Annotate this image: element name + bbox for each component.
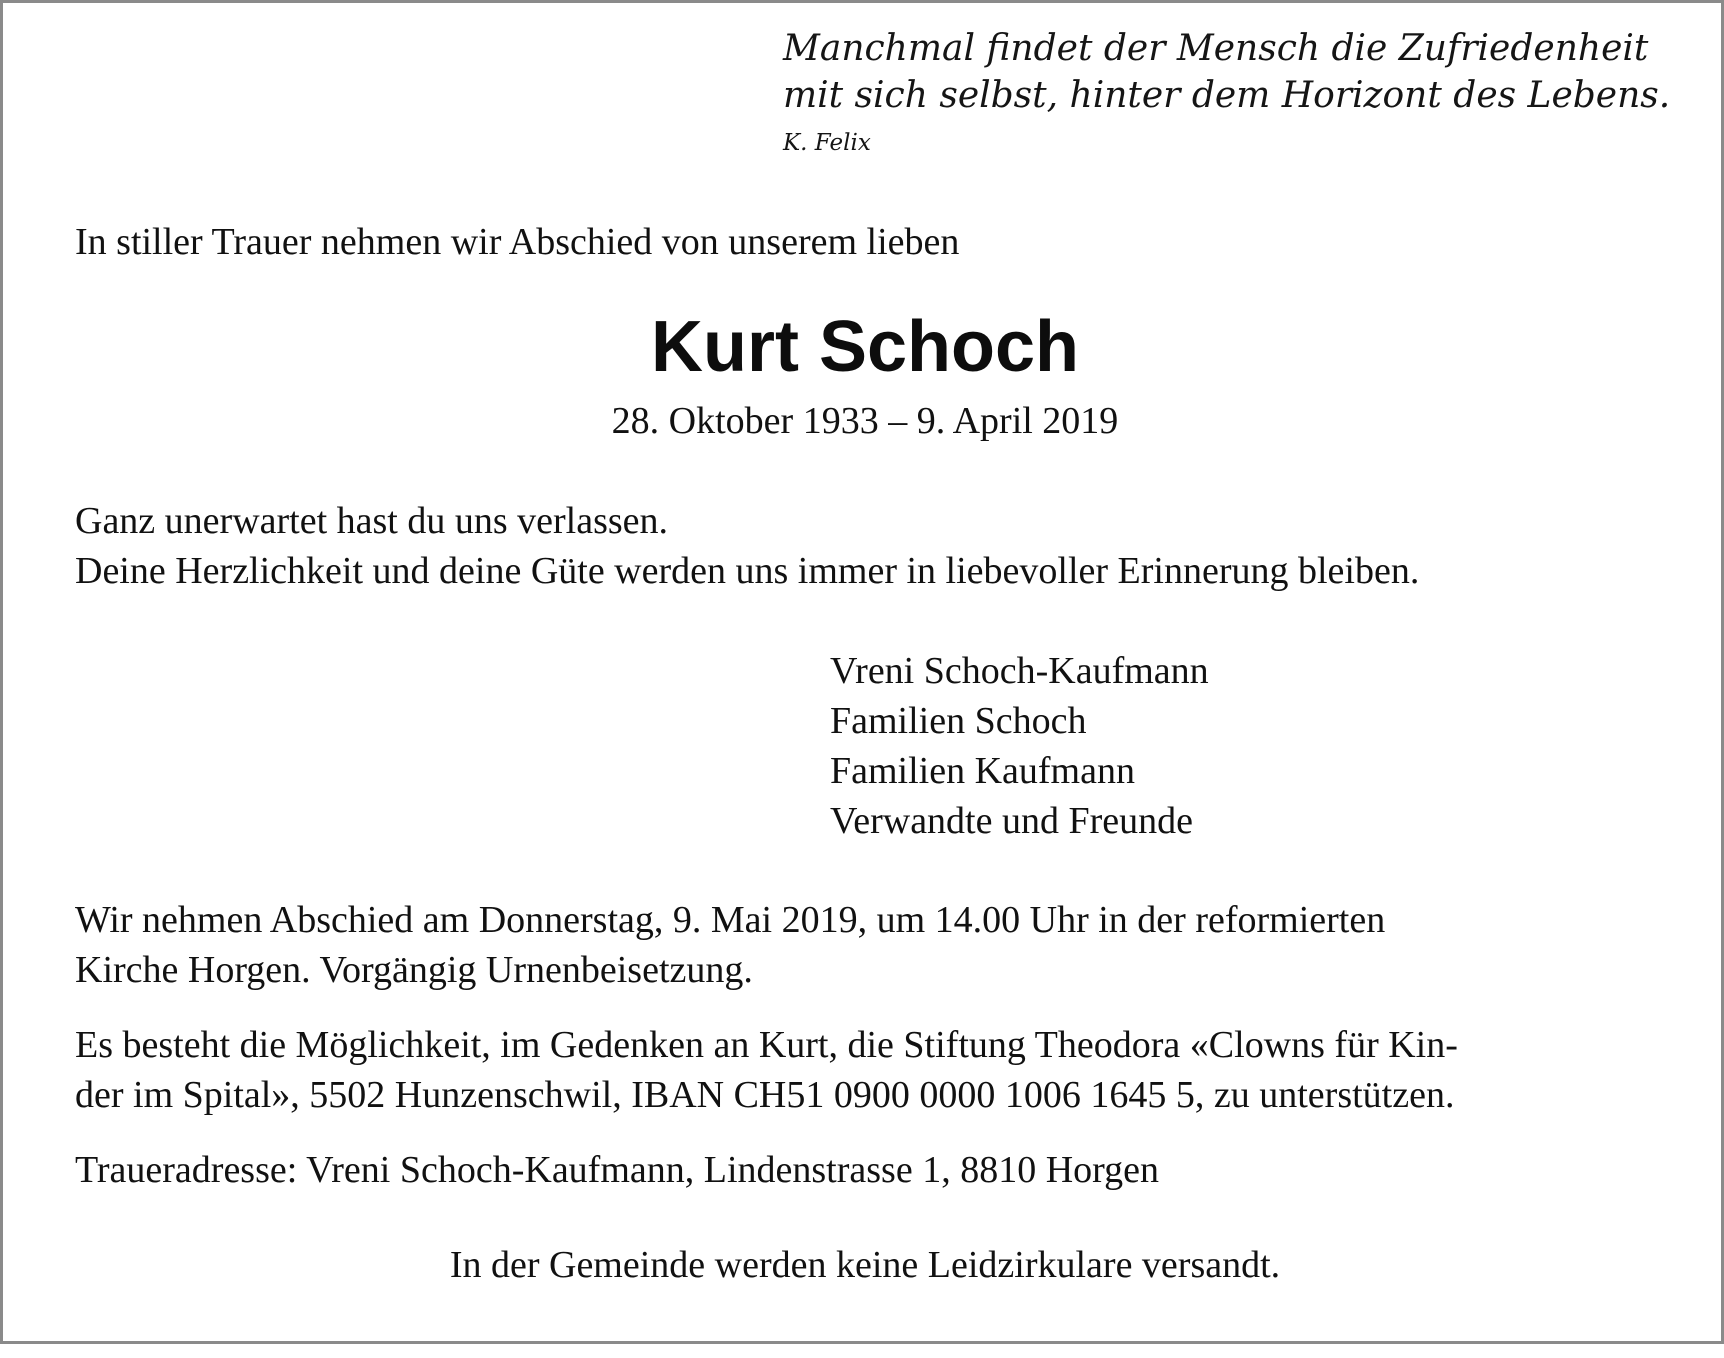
mourners-list [830, 646, 1209, 846]
donation-info [75, 1020, 1458, 1120]
mourner-name: Familien Kaufmann [830, 750, 1135, 792]
mourner-name: Verwandte und Freunde [830, 800, 1194, 842]
ceremony-info [75, 895, 1385, 995]
quote-line: Manchmal findet der Mensch die Zufriedenheit [783, 28, 1649, 69]
donation-line: der im Spital», 5502 Hunzenschwil, IBAN CH51 0900 0000 1006 1645 5, zu unterstützen. [75, 1074, 1455, 1116]
mourner-name: Familien Schoch [830, 700, 1087, 742]
deceased-name: Kurt Schoch [650, 307, 1080, 387]
ceremony-line: Wir nehmen Abschied am Donnerstag, 9. Mai 2019, um 14.00 Uhr in der reformierten [75, 899, 1386, 941]
footer-note: In der Gemeinde werden keine Leidzirkulare versandt. [449, 1244, 1281, 1286]
ceremony-line: Kirche Horgen. Vorgängig Urnenbeisetzung. [75, 949, 753, 991]
intro-text: In stiller Trauer nehmen wir Abschied von unserem lieben [75, 221, 960, 263]
quote-author: K. Felix [783, 130, 871, 156]
quote-line: mit sich selbst, hinter dem Horizont des Lebens. [783, 75, 1671, 116]
opening-quote [783, 25, 1670, 119]
farewell-message [75, 496, 1419, 596]
mourning-address: Traueradresse: Vreni Schoch-Kaufmann, Lindenstrasse 1, 8810 Horgen [75, 1149, 1159, 1191]
obituary-notice [3, 3, 1721, 1341]
message-line: Deine Herzlichkeit und deine Güte werden uns immer in liebevoller Erinnerung bleiben. [75, 550, 1420, 592]
mourner-name: Vreni Schoch-Kaufmann [830, 650, 1209, 692]
life-dates: 28. Oktober 1933 – 9. April 2019 [611, 400, 1119, 442]
donation-line: Es besteht die Möglichkeit, im Gedenken an Kurt, die Stiftung Theodora «Clowns für Kin- [75, 1024, 1458, 1066]
message-line: Ganz unerwartet hast du uns verlassen. [75, 500, 669, 542]
